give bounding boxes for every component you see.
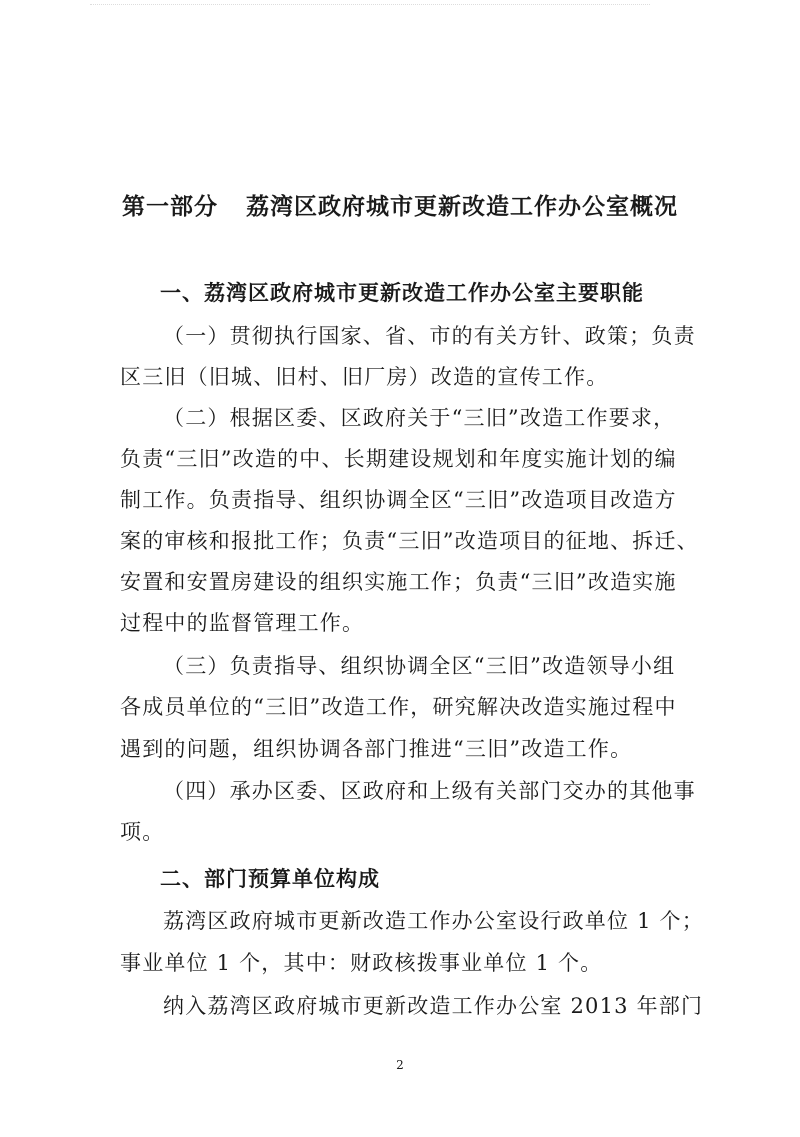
section-heading-duties: 一、荔湾区政府城市更新改造工作办公室主要职能: [160, 281, 644, 305]
paragraph-line: （四）承办区委、区政府和上级有关部门交办的其他事: [163, 779, 696, 803]
section-heading-budget-units: 二、部门预算单位构成: [160, 867, 380, 891]
paragraph-line: 安置和安置房建设的组织实施工作；负责“三旧”改造实施: [120, 570, 677, 594]
paragraph-line: 遇到的问题，组织协调各部门推进“三旧”改造工作。: [120, 737, 633, 761]
paragraph-line: （二）根据区委、区政府关于“三旧”改造工作要求，: [163, 406, 676, 430]
page-number: 2: [396, 1058, 404, 1072]
part-title: [0, 188, 800, 221]
paragraph-line: 荔湾区政府城市更新改造工作办公室设行政单位 1 个；: [163, 909, 704, 933]
paragraph-line: 纳入荔湾区政府城市更新改造工作办公室 2013 年部门: [163, 994, 704, 1018]
paragraph-line: （三）负责指导、组织协调全区“三旧”改造领导小组: [163, 654, 676, 678]
paragraph-line: 制工作。负责指导、组织协调全区“三旧”改造项目改造方: [120, 488, 677, 512]
paragraph-line: 项。: [120, 820, 165, 844]
paragraph-line: 各成员单位的“三旧”改造工作，研究解决改造实施过程中: [120, 695, 677, 719]
paragraph-line: （一）贯彻执行国家、省、市的有关方针、政策；负责: [163, 324, 696, 348]
paragraph-line: 负责“三旧”改造的中、长期建设规划和年度实施计划的编: [120, 447, 677, 471]
part-title-prefix: 第一部分: [122, 194, 218, 220]
scan-artifact: [90, 4, 650, 11]
paragraph-line: 案的审核和报批工作；负责“三旧”改造项目的征地、拆迁、: [120, 529, 699, 553]
paragraph-line: 区三旧（旧城、旧村、旧厂房）改造的宣传工作。: [120, 365, 609, 389]
part-title-main: 荔湾区政府城市更新改造工作办公室概况: [246, 194, 678, 220]
paragraph-line: 事业单位 1 个，其中：财政核拨事业单位 1 个。: [120, 951, 603, 975]
paragraph-line: 过程中的监督管理工作。: [120, 611, 365, 635]
